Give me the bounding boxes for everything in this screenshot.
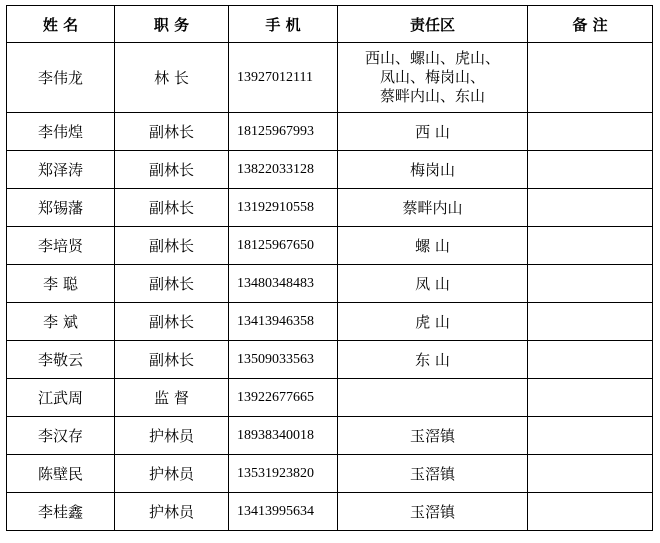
remarks-cell <box>528 455 653 493</box>
position-cell: 副林长 <box>115 265 229 303</box>
area-cell: 虎 山 <box>338 303 528 341</box>
remarks-cell <box>528 493 653 531</box>
remarks-cell <box>528 43 653 113</box>
table-row <box>7 341 653 379</box>
remarks-cell <box>528 379 653 417</box>
area-line: 蔡畔内山、东山 <box>379 87 485 105</box>
name-cell: 李汉存 <box>7 417 115 455</box>
position-cell: 副林长 <box>115 151 229 189</box>
table-row <box>7 417 653 455</box>
remarks-cell <box>528 341 653 379</box>
name-cell: 郑泽涛 <box>7 151 115 189</box>
area-cell: 凤 山 <box>338 265 528 303</box>
phone-cell: 13192910558 <box>229 189 338 227</box>
header-area: 责任区 <box>338 6 528 43</box>
area-cell: 玉滘镇 <box>338 493 528 531</box>
table-row <box>7 493 653 531</box>
name-cell: 李培贤 <box>7 227 115 265</box>
name-cell: 李伟煌 <box>7 113 115 151</box>
area-line: 西山、螺山、虎山、 <box>364 49 500 67</box>
phone-cell: 13480348483 <box>229 265 338 303</box>
remarks-cell <box>528 303 653 341</box>
phone-cell: 13413995634 <box>229 493 338 531</box>
table-row <box>7 113 653 151</box>
remarks-cell <box>528 265 653 303</box>
remarks-cell <box>528 151 653 189</box>
name-cell: 李敬云 <box>7 341 115 379</box>
forest-chief-roster <box>6 5 653 531</box>
position-cell: 护林员 <box>115 455 229 493</box>
header-phone: 手 机 <box>229 6 338 43</box>
position-cell: 监 督 <box>115 379 229 417</box>
header-name: 姓 名 <box>7 6 115 43</box>
table-row <box>7 379 653 417</box>
position-cell: 副林长 <box>115 189 229 227</box>
phone-cell: 13509033563 <box>229 341 338 379</box>
name-cell: 江武周 <box>7 379 115 417</box>
table-row <box>7 303 653 341</box>
area-cell: 螺 山 <box>338 227 528 265</box>
name-cell: 李桂鑫 <box>7 493 115 531</box>
area-cell: 蔡畔内山 <box>338 189 528 227</box>
name-cell: 郑锡藩 <box>7 189 115 227</box>
remarks-cell <box>528 113 653 151</box>
name-cell: 李 斌 <box>7 303 115 341</box>
phone-cell: 18938340018 <box>229 417 338 455</box>
area-cell <box>338 43 528 113</box>
table-row <box>7 455 653 493</box>
table-row <box>7 43 653 113</box>
header-remarks: 备 注 <box>528 6 653 43</box>
phone-cell: 13531923820 <box>229 455 338 493</box>
position-cell: 林 长 <box>115 43 229 113</box>
phone-cell: 18125967993 <box>229 113 338 151</box>
area-cell: 梅岗山 <box>338 151 528 189</box>
table-row <box>7 189 653 227</box>
position-cell: 副林长 <box>115 341 229 379</box>
name-cell: 李伟龙 <box>7 43 115 113</box>
area-cell: 玉滘镇 <box>338 417 528 455</box>
phone-cell: 18125967650 <box>229 227 338 265</box>
position-cell: 副林长 <box>115 303 229 341</box>
position-cell: 护林员 <box>115 493 229 531</box>
table-row <box>7 151 653 189</box>
table-row <box>7 265 653 303</box>
phone-cell: 13927012111 <box>229 43 338 113</box>
phone-cell: 13413946358 <box>229 303 338 341</box>
position-cell: 副林长 <box>115 113 229 151</box>
remarks-cell <box>528 227 653 265</box>
remarks-cell <box>528 189 653 227</box>
position-cell: 护林员 <box>115 417 229 455</box>
area-line: 凤山、梅岗山、 <box>379 68 485 86</box>
area-cell <box>338 379 528 417</box>
table-row <box>7 227 653 265</box>
roster-table <box>6 5 653 531</box>
header-position: 职 务 <box>115 6 229 43</box>
phone-cell: 13822033128 <box>229 151 338 189</box>
area-cell: 西 山 <box>338 113 528 151</box>
area-cell: 东 山 <box>338 341 528 379</box>
name-cell: 陈壁民 <box>7 455 115 493</box>
phone-cell: 13922677665 <box>229 379 338 417</box>
remarks-cell <box>528 417 653 455</box>
position-cell: 副林长 <box>115 227 229 265</box>
name-cell: 李 聪 <box>7 265 115 303</box>
header-row <box>7 6 653 43</box>
area-cell: 玉滘镇 <box>338 455 528 493</box>
